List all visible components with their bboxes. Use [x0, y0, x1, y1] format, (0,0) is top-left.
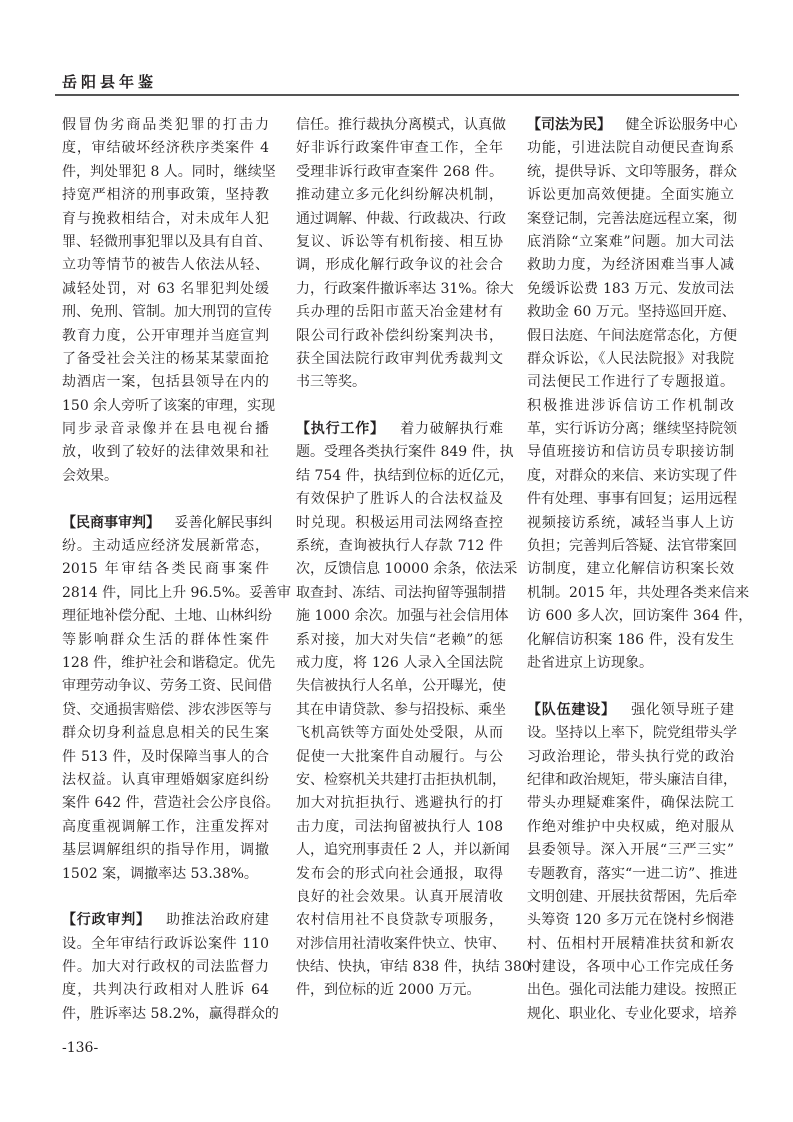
text-line — [296, 816, 503, 839]
text-line — [62, 933, 269, 956]
line-text: 时兑现。积极运用司法网络查控 — [296, 514, 503, 531]
line-text: 赴省进京上访现象。 — [527, 654, 653, 671]
line-text: 纷。主动适应经济发展新常态， — [62, 538, 269, 555]
text-line — [62, 652, 276, 675]
line-text: 戒力度，将 126 人录入全国法院 — [296, 654, 503, 671]
line-text: 机制。2015 年，共处理各类来信来 — [527, 584, 750, 601]
line-text: 了备受社会关注的杨某某蒙面抢 — [62, 350, 269, 367]
line-text: 革，实行诉访分离；继续坚持院领 — [527, 421, 737, 438]
line-text: 度，对群众的来信、来访实现了件 — [527, 467, 737, 484]
line-text: 专题教育，落实“一进二访”、推进 — [527, 865, 738, 882]
text-line — [527, 652, 734, 675]
line-text: 带头办理疑难案件，确保法院工 — [527, 795, 734, 812]
line-text: 负担；完善判后答疑、法官带案回 — [527, 538, 737, 555]
line-text: 飞机高铁等方面处处受限，从而 — [296, 725, 503, 742]
line-text: 件 513 件，及时保障当事人的合 — [62, 748, 269, 765]
text-line — [62, 371, 269, 394]
section-heading: 【民商事审判】 — [62, 514, 160, 531]
text-line — [62, 792, 280, 815]
line-text: 积极推进涉诉信访工作机制改 — [527, 397, 734, 414]
text-line — [296, 652, 503, 675]
line-text: 有效保护了胜诉人的合法权益及 — [296, 491, 503, 508]
line-text: 推动建立多元化纠纷解决机制， — [296, 187, 503, 204]
line-text: 击力度，司法拘留被执行人 108 — [296, 818, 503, 835]
text-line — [296, 301, 503, 324]
text-line — [527, 488, 737, 511]
line-text: 兵办理的岳阳市蓝天冶金建材有 — [296, 304, 503, 321]
line-text: 加大对抗拒执行、逃避执行的打 — [296, 795, 503, 812]
line-text: 村建设，各项中心工作完成任务 — [527, 959, 734, 976]
text-line — [527, 161, 737, 184]
line-text: 人，追究刑事责任 2 人，并以新闻 — [296, 842, 510, 859]
text-line — [62, 512, 273, 535]
text-line — [62, 114, 269, 137]
line-text: 贷、交通损害赔偿、涉农涉医等与 — [62, 701, 272, 718]
text-line — [62, 254, 269, 277]
line-text: 基层调解组织的指导作用，调撤 — [62, 842, 269, 859]
text-line — [62, 839, 269, 862]
text-line — [62, 348, 269, 371]
text-line — [296, 699, 506, 722]
line-text: 着力破解执行难 — [400, 421, 504, 438]
header-rule — [55, 94, 739, 96]
line-text: 件，胜诉率达 58.2%，赢得群众的 — [62, 1005, 279, 1022]
text-line — [527, 348, 734, 371]
text-line — [527, 839, 734, 862]
text-line — [527, 605, 753, 628]
text-line — [62, 582, 292, 605]
text-line — [527, 278, 734, 301]
text-line — [527, 512, 734, 535]
line-text: 取查封、冻结、司法拘留等强制措 — [296, 584, 506, 601]
line-text: 妥善化解民事纠 — [174, 514, 273, 531]
line-text: 对涉信用社清收案件快立、快审、 — [296, 935, 506, 952]
text-line — [296, 184, 503, 207]
line-text: 救助金 60 万元。坚持巡回开庭、 — [527, 304, 736, 321]
paragraph — [527, 114, 753, 675]
line-text: 健全诉讼服务中心 — [625, 117, 738, 133]
text-line — [62, 231, 272, 254]
text-line — [527, 208, 737, 231]
text-line — [296, 629, 503, 652]
text-line — [62, 909, 269, 932]
text-line — [62, 137, 269, 160]
line-text: 设。坚持以上率下，院党组带头学 — [527, 725, 737, 742]
line-text: 农村信用社不良贷款专项服务， — [296, 912, 503, 929]
text-line — [527, 1003, 737, 1026]
text-line — [62, 816, 269, 839]
text-line — [527, 629, 734, 652]
text-line — [62, 605, 272, 628]
text-line — [296, 161, 503, 184]
page-number: -136- — [62, 1040, 99, 1056]
text-line — [296, 956, 531, 979]
line-text: 县委领导。深入开展“三严三实” — [527, 842, 734, 859]
line-text: 功能，引进法院自动便民查询系 — [527, 140, 734, 157]
line-text: 度，共判决行政相对人胜诉 64 — [62, 982, 269, 999]
text-line — [296, 909, 503, 932]
text-line — [62, 956, 269, 979]
text-line — [296, 465, 514, 488]
text-line — [527, 746, 734, 769]
text-line — [527, 301, 734, 324]
paragraph — [296, 114, 514, 395]
line-text: 统，提供导诉、文印等服务，群众 — [527, 163, 737, 180]
line-text: 信任。推行裁执分离模式，认真做 — [296, 117, 506, 133]
text-line — [527, 371, 734, 394]
text-line — [62, 301, 272, 324]
text-line — [527, 254, 734, 277]
text-line — [527, 722, 737, 745]
paragraph — [62, 512, 292, 886]
text-line — [527, 325, 737, 348]
text-line — [62, 465, 269, 488]
text-line — [62, 979, 269, 1002]
line-text: 同步录音录像并在县电视台播 — [62, 421, 269, 438]
line-text: 村、伍相村开展精准扶贫和新农 — [527, 935, 734, 952]
line-text: 128 件，维护社会和谐稳定。优先 — [62, 654, 276, 671]
line-text: 假冒伪劣商品类犯罪的打击力 — [62, 117, 269, 133]
line-text: 持宽严相济的刑事政策，坚持教 — [62, 187, 269, 204]
line-text: 其在申请贷款、参与招投标、乘坐 — [296, 701, 506, 718]
paragraph — [296, 418, 531, 1003]
text-line — [527, 535, 737, 558]
text-line — [527, 886, 737, 909]
text-line — [527, 863, 738, 886]
line-text: 视频接访系统，减轻当事人上访 — [527, 514, 734, 531]
line-text: 力，行政案件撤诉率达 31%。徐大 — [296, 280, 514, 297]
line-text: 等影响群众生活的群体性案件 — [62, 631, 269, 648]
line-text: 底消除“立案难”问题。加大司法 — [527, 233, 734, 250]
text-line — [296, 418, 503, 441]
section-heading: 【行政审判】 — [62, 912, 151, 929]
text-line — [527, 933, 734, 956]
text-line — [296, 605, 509, 628]
line-text: 复议、诉讼等有机衔接、相互协 — [296, 233, 503, 250]
text-line — [527, 792, 734, 815]
text-line — [527, 441, 734, 464]
text-line — [62, 184, 269, 207]
text-line — [62, 1003, 279, 1026]
text-line — [296, 535, 503, 558]
text-line — [296, 254, 503, 277]
paragraph — [62, 114, 276, 488]
text-line — [296, 839, 510, 862]
line-text: 件有处理、事事有回复；运用远程 — [527, 491, 737, 508]
text-line — [62, 208, 269, 231]
line-text: 习政治理论，带头执行党的政治 — [527, 748, 734, 765]
column-1 — [62, 114, 292, 1050]
line-text: 教育力度，公开审理并当庭宣判 — [62, 327, 269, 344]
section-heading: 【执行工作】 — [296, 421, 385, 438]
text-line — [527, 582, 750, 605]
line-text: 司法便民工作进行了专题报道。 — [527, 374, 734, 391]
line-text: 件，判处罪犯 8 人。同时，继续坚 — [62, 163, 276, 180]
text-line — [62, 161, 276, 184]
line-text: 审理劳动争议、劳务工资、民间借 — [62, 678, 272, 695]
line-text: 限公司行政补偿纠纷案判决书， — [296, 327, 503, 344]
line-text: 高度重视调解工作，注重发挥对 — [62, 818, 269, 835]
line-text: 1502 案，调撤率达 53.38%。 — [62, 865, 258, 882]
running-title: 岳阳县年鉴 — [62, 73, 158, 91]
text-line — [62, 675, 272, 698]
text-line — [62, 325, 269, 348]
text-line — [296, 114, 506, 137]
line-text: 育与挽救相结合，对未成年人犯 — [62, 210, 269, 227]
line-text: 救助力度，为经济困难当事人减 — [527, 257, 734, 274]
line-text: 150 余人旁听了该案的审理，实现 — [62, 397, 276, 414]
line-text: 群众切身利益息息相关的民生案 — [62, 725, 269, 742]
text-line — [62, 769, 269, 792]
text-line — [62, 278, 269, 301]
text-line — [296, 675, 506, 698]
line-text: 文明创建、开展扶贫帮困，先后牵 — [527, 888, 737, 905]
text-line — [62, 699, 272, 722]
text-line — [62, 629, 269, 652]
text-line — [62, 535, 269, 558]
line-text: 书三等奖。 — [296, 374, 366, 391]
line-text: 调，形成化解行政争议的社会合 — [296, 257, 503, 274]
line-text: 纪律和政治规矩，带头廉洁自律， — [527, 771, 737, 788]
text-line — [296, 769, 506, 792]
line-text: 作绝对维护中央权威，绝对服从 — [527, 818, 734, 835]
line-text: 安、检察机关共建打击拒执机制， — [296, 771, 506, 788]
text-line — [296, 582, 506, 605]
line-text: 头筹资 120 多万元在饶村乡悯港 — [527, 912, 734, 929]
line-text: 2814 件，同比上升 96.5%。妥善审 — [62, 584, 292, 601]
text-line — [527, 231, 734, 254]
line-text: 件。加大对行政权的司法监督力 — [62, 959, 269, 976]
text-line — [527, 558, 734, 581]
line-text: 良好的社会效果。认真开展清收 — [296, 888, 503, 905]
text-line — [527, 395, 734, 418]
line-text: 快结、快执，审结 838 件，执结 380 — [296, 959, 531, 976]
text-line — [527, 114, 738, 137]
text-line — [62, 746, 269, 769]
line-text: 系对接，加大对失信“老赖”的惩 — [296, 631, 503, 648]
line-text: 结 754 件，执结到位标的近亿元， — [296, 467, 514, 484]
text-line — [527, 816, 734, 839]
line-text: 施 1000 余次。加强与社会信用体 — [296, 608, 509, 625]
line-text: 件，到位标的近 2000 万元。 — [296, 982, 481, 999]
line-text: 设。全年审结行政诉讼案件 110 — [62, 935, 269, 952]
text-line — [296, 746, 503, 769]
text-line — [296, 933, 506, 956]
line-text: 助推法治政府建 — [166, 912, 270, 929]
text-line — [296, 886, 503, 909]
line-text: 理征地补偿分配、土地、山林纠纷 — [62, 608, 272, 625]
line-text: 罪、轻微刑事犯罪以及具有自首、 — [62, 233, 272, 250]
text-line — [296, 371, 503, 394]
line-text: 群众诉讼，《人民法院报》对我院 — [527, 350, 734, 367]
paragraph — [62, 909, 279, 1026]
text-line — [62, 863, 269, 886]
line-text: 立功等情节的被告人依法从轻、 — [62, 257, 269, 274]
line-text: 系统，查询被执行人存款 712 件 — [296, 538, 503, 555]
text-line — [527, 418, 737, 441]
line-text: 导值班接访和信访员专职接访制 — [527, 444, 734, 461]
text-line — [296, 979, 503, 1002]
line-text: 减轻处罚，对 63 名罪犯判处缓 — [62, 280, 269, 297]
text-line — [62, 418, 269, 441]
text-line — [527, 956, 734, 979]
text-line — [62, 395, 276, 418]
text-line — [527, 909, 734, 932]
text-line — [62, 722, 269, 745]
text-line — [527, 699, 734, 722]
text-line — [296, 231, 503, 254]
text-line — [527, 769, 737, 792]
line-text: 失信被执行人名单，公开曝光，使 — [296, 678, 506, 695]
text-line — [62, 558, 269, 581]
column-3 — [527, 114, 753, 1050]
text-line — [296, 441, 514, 464]
paragraph — [527, 699, 738, 1026]
text-line — [296, 488, 503, 511]
line-text: 度，审结破坏经济秩序类案件 4 — [62, 140, 269, 157]
line-text: 通过调解、仲裁、行政裁决、行政 — [296, 210, 506, 227]
column-2 — [296, 114, 531, 1026]
section-heading: 【队伍建设】 — [527, 701, 616, 718]
text-line — [296, 348, 503, 371]
line-text: 促使一大批案件自动履行。与公 — [296, 748, 503, 765]
line-text: 受理非诉行政审查案件 268 件。 — [296, 163, 503, 180]
line-text: 2015 年审结各类民商事案件 — [62, 561, 269, 578]
line-text: 规化、职业化、专业化要求，培养 — [527, 1005, 737, 1022]
line-text: 次，反馈信息 10000 余条，依法采 — [296, 561, 518, 578]
text-line — [527, 979, 737, 1002]
line-text: 强化领导班子建 — [631, 701, 735, 718]
line-text: 假日法庭、午间法庭常态化，方便 — [527, 327, 737, 344]
text-line — [62, 441, 269, 464]
line-text: 法权益。认真审理婚姻家庭纠纷 — [62, 771, 269, 788]
text-line — [296, 137, 503, 160]
line-text: 案件 642 件，营造社会公序良俗。 — [62, 795, 280, 812]
line-text: 劫酒店一案，包括县领导在内的 — [62, 374, 269, 391]
text-line — [296, 722, 503, 745]
text-line — [296, 208, 506, 231]
text-line — [296, 512, 503, 535]
section-heading: 【司法为民】 — [527, 117, 611, 133]
line-text: 诉讼更加高效便捷。全面实施立 — [527, 187, 734, 204]
text-line — [296, 325, 503, 348]
line-text: 案登记制，完善法庭远程立案，彻 — [527, 210, 737, 227]
line-text: 化解信访积案 186 件，没有发生 — [527, 631, 734, 648]
text-line — [296, 863, 503, 886]
line-text: 会效果。 — [62, 467, 118, 484]
text-line — [296, 278, 514, 301]
line-text: 免缓诉讼费 183 万元、发放司法 — [527, 280, 734, 297]
text-line — [296, 792, 503, 815]
text-line — [527, 465, 737, 488]
text-line — [527, 184, 734, 207]
line-text: 出色。强化司法能力建设。按照正 — [527, 982, 737, 999]
line-text: 好非诉行政案件审查工作，全年 — [296, 140, 503, 157]
line-text: 放，收到了较好的法律效果和社 — [62, 444, 269, 461]
line-text: 题。受理各类执行案件 849 件，执 — [296, 444, 514, 461]
line-text: 访 600 多人次，回访案件 364 件， — [527, 608, 753, 625]
text-line — [527, 137, 734, 160]
line-text: 访制度，建立化解信访积案长效 — [527, 561, 734, 578]
line-text: 发布会的形式向社会通报，取得 — [296, 865, 503, 882]
line-text: 刑、免刑、管制。加大刑罚的宣传 — [62, 304, 272, 321]
text-line — [296, 558, 518, 581]
line-text: 获全国法院行政审判优秀裁判文 — [296, 350, 503, 367]
